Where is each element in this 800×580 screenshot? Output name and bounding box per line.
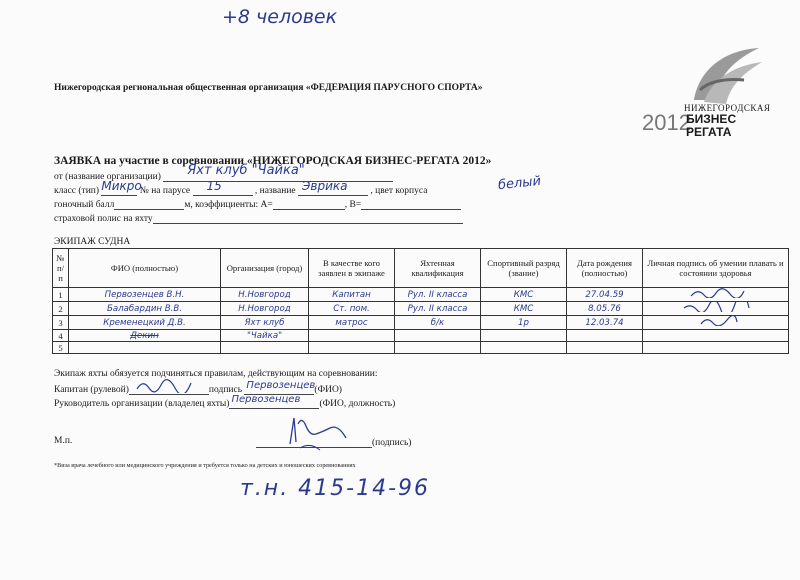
rating-label: гоночный балл bbox=[54, 200, 115, 210]
rating-field bbox=[114, 198, 184, 210]
cell-organization: Яхт клуб bbox=[221, 316, 309, 330]
cell-organization: "Чайка" bbox=[221, 330, 309, 342]
cell-signature bbox=[643, 316, 789, 330]
signature-line bbox=[256, 436, 411, 448]
cell-fio bbox=[69, 342, 221, 354]
cell-fio: Первозенцев В.Н. bbox=[69, 288, 221, 302]
crew-table bbox=[52, 248, 789, 354]
cell-signature bbox=[643, 330, 789, 342]
row-number: 3 bbox=[53, 316, 69, 330]
header-role: В качестве кого заявлен в экипаже bbox=[309, 249, 395, 288]
cell-qualification bbox=[395, 342, 481, 354]
table-row bbox=[53, 342, 789, 354]
cell-role: матрос bbox=[309, 316, 395, 330]
hull-label: , цвет корпуса bbox=[370, 186, 428, 196]
cell-sport-rank bbox=[481, 330, 567, 342]
coeff-b-field bbox=[361, 198, 461, 210]
cell-fio: Декин bbox=[69, 330, 221, 342]
logo-year: 2012 bbox=[642, 110, 691, 135]
organization-name: Нижегородская региональная общественная организация «ФЕДЕРАЦИЯ ПАРУСНОГО СПОРТА» bbox=[54, 83, 483, 93]
captain-sign-field bbox=[129, 383, 209, 395]
row-number: 5 bbox=[53, 342, 69, 354]
captain-name-value: Первозенцев bbox=[246, 380, 316, 391]
signature-field bbox=[256, 436, 372, 448]
leader-signature-icon bbox=[270, 414, 350, 454]
sail-label: № на парусе bbox=[139, 186, 191, 196]
insurance-field bbox=[153, 212, 463, 224]
logo-line2: РЕГАТА bbox=[686, 125, 732, 139]
signature-scribble-icon bbox=[681, 302, 751, 312]
class-line bbox=[54, 179, 428, 196]
row-number: 2 bbox=[53, 302, 69, 316]
coeff-a-field bbox=[273, 198, 345, 210]
cell-birth-date: 8.05.76 bbox=[567, 302, 643, 316]
cell-sport-rank bbox=[481, 342, 567, 354]
rating-line bbox=[54, 198, 461, 210]
cell-sport-rank: КМС bbox=[481, 302, 567, 316]
class-value: Микро bbox=[101, 179, 142, 193]
header-organization: Организация (город) bbox=[221, 249, 309, 288]
captain-fio-label: (ФИО) bbox=[314, 385, 342, 395]
cell-sport-rank: КМС bbox=[481, 288, 567, 302]
class-label: класс (тип) bbox=[54, 186, 100, 196]
cell-signature bbox=[643, 342, 789, 354]
yacht-name-value: Эврика bbox=[302, 179, 348, 193]
header-signature: Личная подпись об умении плавать и состоянии здоровья bbox=[643, 249, 789, 288]
leader-name-value: Первозенцев bbox=[231, 394, 301, 405]
leader-fio-label: (ФИО, должность) bbox=[319, 399, 396, 409]
cell-fio: Кременецкий Д.В. bbox=[69, 316, 221, 330]
leader-line bbox=[54, 394, 396, 409]
logo-small-text: НИЖЕГОРОДСКАЯ bbox=[684, 103, 771, 113]
from-field bbox=[163, 163, 393, 182]
coeff-a-label: м, коэффициенты: А= bbox=[184, 200, 273, 210]
header-sport-rank: Спортивный разряд (звание) bbox=[481, 249, 567, 288]
cell-birth-date bbox=[567, 342, 643, 354]
class-field bbox=[101, 179, 142, 196]
cell-signature bbox=[643, 302, 789, 316]
cell-birth-date bbox=[567, 330, 643, 342]
cell-organization bbox=[221, 342, 309, 354]
row-number: 4 bbox=[53, 330, 69, 342]
header-birth-date: Дата рождения (полностью) bbox=[567, 249, 643, 288]
leader-name-field bbox=[229, 394, 319, 409]
from-label: от (название организации) bbox=[54, 172, 161, 182]
signature-label: (подпись) bbox=[372, 438, 412, 448]
yacht-name-field bbox=[298, 179, 368, 196]
insurance-label: страховой полис на яхту bbox=[54, 214, 153, 224]
crew-table-header bbox=[53, 249, 789, 288]
cell-role: Капитан bbox=[309, 288, 395, 302]
logo-line1: БИЗНЕС bbox=[686, 112, 737, 126]
cell-birth-date: 12.03.74 bbox=[567, 316, 643, 330]
cell-role bbox=[309, 330, 395, 342]
signature-scribble-icon bbox=[686, 288, 746, 298]
captain-label: Капитан (рулевой) bbox=[54, 385, 129, 395]
application-title: ЗАЯВКА на участие в соревновании «НИЖЕГОРОДСКАЯ БИЗНЕС-РЕГАТА 2012» bbox=[54, 155, 492, 167]
header-qualification: Яхтенная квалификация bbox=[395, 249, 481, 288]
footnote: *Виза врача лечебного или медицинского учреждения и требуется только на детских и юношеских соревнованиях bbox=[54, 462, 356, 469]
cell-birth-date: 27.04.59 bbox=[567, 288, 643, 302]
table-row bbox=[53, 288, 789, 302]
sail-value: 15 bbox=[206, 179, 222, 193]
captain-sign-label: подпись bbox=[208, 385, 243, 395]
crew-heading: ЭКИПАЖ СУДНА bbox=[54, 237, 131, 247]
captain-signature-icon bbox=[135, 379, 195, 393]
obligation-text: Экипаж яхты обязуется подчиняться правилам, действующим на соревновании: bbox=[54, 369, 378, 379]
hull-color-value: белый bbox=[497, 173, 542, 194]
cell-organization: Н.Новгород bbox=[221, 288, 309, 302]
cell-qualification: б/к bbox=[395, 316, 481, 330]
cell-qualification: Рул. II класса bbox=[395, 288, 481, 302]
table-row bbox=[53, 302, 789, 316]
leader-label: Руководитель организации (владелец яхты) bbox=[54, 399, 230, 409]
row-number: 1 bbox=[53, 288, 69, 302]
stamp-place-label: М.п. bbox=[54, 436, 73, 446]
sail-field bbox=[193, 179, 253, 196]
cell-qualification: Рул. II класса bbox=[395, 302, 481, 316]
cell-organization: Н.Новгород bbox=[221, 302, 309, 316]
table-row bbox=[53, 316, 789, 330]
cell-role: Ст. пом. bbox=[309, 302, 395, 316]
name-label: , название bbox=[254, 186, 296, 196]
header-number: № п/п bbox=[53, 249, 69, 288]
signature-scribble-icon bbox=[691, 316, 741, 326]
from-value: Яхт клуб "Чайка" bbox=[187, 163, 305, 178]
cell-fio: Балабардин В.В. bbox=[69, 302, 221, 316]
header-fio: ФИО (полностью) bbox=[69, 249, 221, 288]
cell-role bbox=[309, 342, 395, 354]
phone-number: т.н. 415-14-96 bbox=[240, 476, 431, 501]
insurance-line bbox=[54, 212, 463, 224]
regatta-logo bbox=[642, 30, 774, 140]
cell-signature bbox=[643, 288, 789, 302]
cell-qualification bbox=[395, 330, 481, 342]
top-handwritten-note: +8 человек bbox=[222, 6, 338, 28]
table-row bbox=[53, 330, 789, 342]
coeff-b-label: , В= bbox=[344, 200, 362, 210]
cell-sport-rank: 1р bbox=[481, 316, 567, 330]
